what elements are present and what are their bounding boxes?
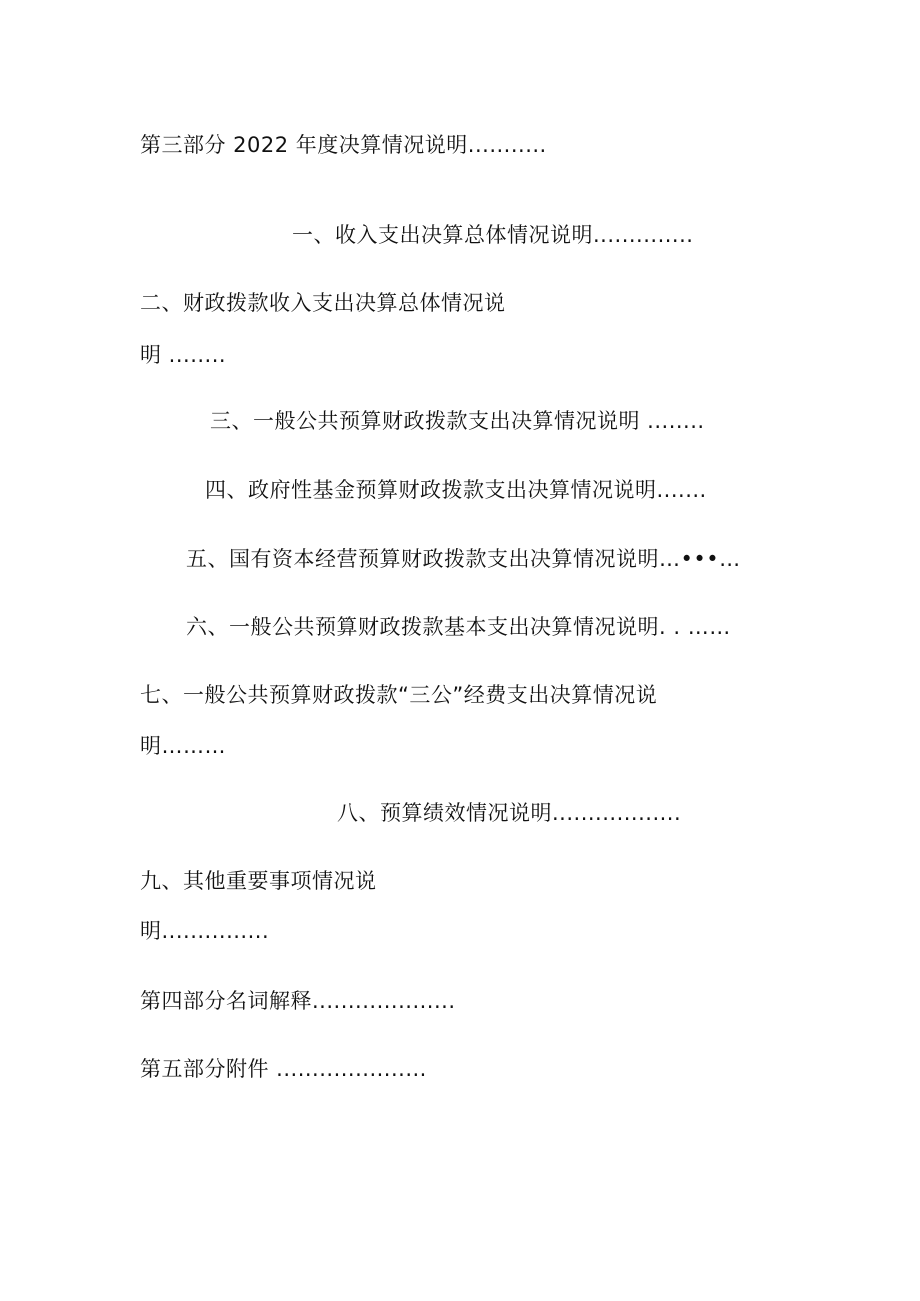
toc-item-3: 三、一般公共预算财政拨款支出决算情况说明 ........ bbox=[210, 409, 705, 433]
toc-item-7-line2: 明……… bbox=[140, 734, 226, 758]
toc-item-5: 五、国有资本经营预算财政拨款支出决算情况说明…•••… bbox=[186, 547, 741, 571]
toc-part4: 第四部分名词解释.................... bbox=[140, 989, 456, 1013]
toc-item-6: 六、一般公共预算财政拨款基本支出决算情况说明. . …… bbox=[186, 615, 731, 639]
toc-item-2-line2: 明 ........ bbox=[140, 343, 227, 367]
toc-item-7-line1: 七、一般公共预算财政拨款“三公”经费支出决算情况说 bbox=[140, 683, 658, 707]
toc-item-9-line1: 九、其他重要事项情况说 bbox=[140, 869, 377, 893]
toc-item-9-line2: 明............... bbox=[140, 919, 270, 943]
toc-part5: 第五部分附件 ..................... bbox=[140, 1057, 427, 1081]
toc-part3: 第三部分 2022 年度决算情况说明........... bbox=[140, 133, 547, 157]
toc-item-4: 四、政府性基金预算财政拨款支出决算情况说明....... bbox=[205, 478, 707, 502]
toc-item-1: 一、收入支出决算总体情况说明.............. bbox=[292, 223, 694, 247]
toc-item-8: 八、预算绩效情况说明.................. bbox=[337, 801, 682, 825]
toc-item-2-line1: 二、财政拨款收入支出决算总体情况说 bbox=[140, 291, 506, 315]
